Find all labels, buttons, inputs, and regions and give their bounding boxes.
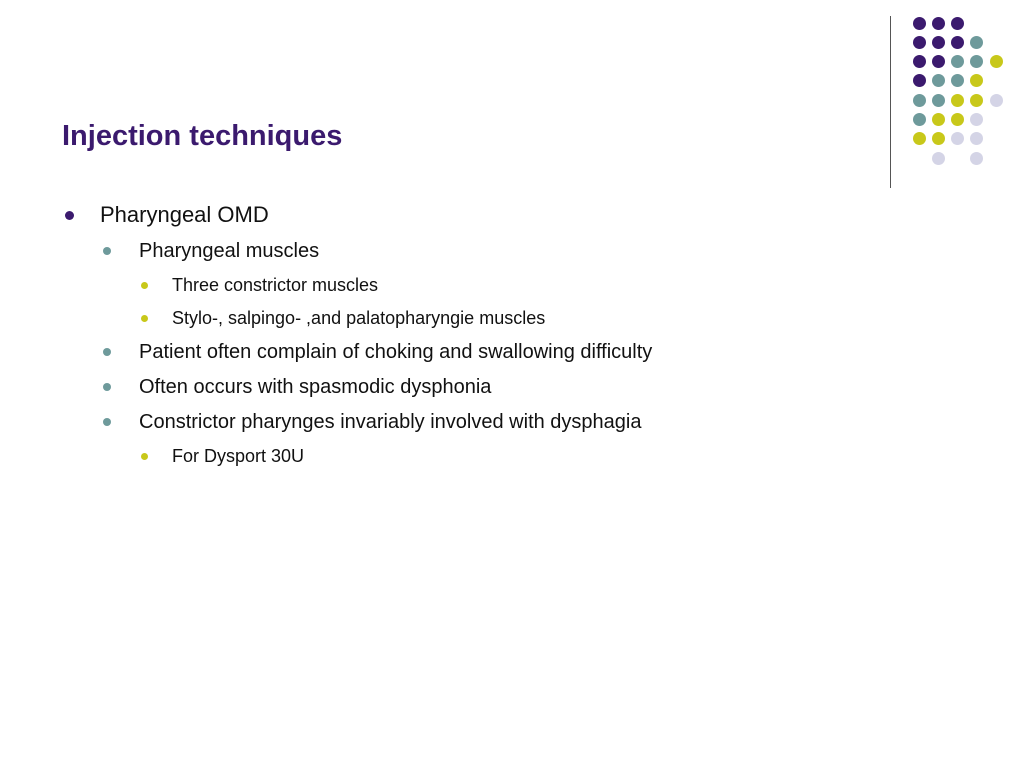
bullet-text: Often occurs with spasmodic dysphonia [139, 376, 492, 398]
bullet-icon [103, 247, 111, 255]
bullet-item [139, 410, 641, 434]
bullet-icon [65, 211, 74, 220]
bullet-item [139, 375, 491, 399]
bullet-item [172, 307, 545, 329]
bullet-icon [103, 348, 111, 356]
bullet-text: Constrictor pharynges invariably involved with dysphagia [139, 411, 642, 433]
bullet-icon [103, 383, 111, 391]
bullet-icon [103, 418, 111, 426]
bullet-text: Patient often complain of choking and swallowing difficulty [139, 341, 653, 363]
slide-title: Injection techniques [62, 120, 343, 152]
bullet-icon [141, 282, 148, 289]
bullet-icon [141, 453, 148, 460]
bullet-item [172, 274, 378, 296]
bullet-item [100, 202, 269, 228]
bullet-icon [141, 315, 148, 322]
bullet-text: For Dysport 30U [172, 446, 305, 466]
bullet-text: Pharyngeal OMD [100, 202, 269, 227]
bullet-item [139, 340, 652, 364]
bullet-text: Three constrictor muscles [172, 275, 379, 295]
bullet-text: Pharyngeal muscles [139, 240, 320, 262]
bullet-item [139, 239, 319, 263]
bullet-text: Stylo-, salpingo- ,and palatopharyngie muscles [172, 308, 546, 328]
bullet-item [172, 445, 304, 467]
